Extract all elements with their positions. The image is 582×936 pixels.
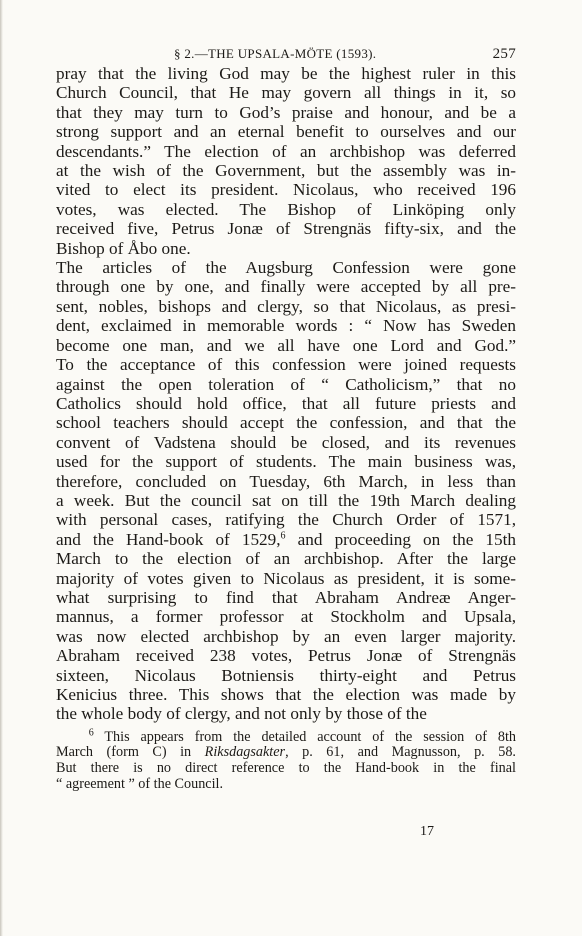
text-line: vited to elect its president. Nicolaus, who received 196 bbox=[56, 180, 516, 200]
text-line: votes, was elected. The Bishop of Linköping only bbox=[56, 199, 516, 219]
paragraph-2 bbox=[56, 258, 516, 724]
text-line: become one man, and we all have one Lord and God.” bbox=[56, 335, 516, 355]
text-line: sent, nobles, bishops and clergy, so that Nicolaus, as presi- bbox=[56, 296, 516, 316]
text-line: against the open toleration of “ Catholicism,” that no bbox=[56, 374, 516, 394]
footnote bbox=[56, 727, 516, 792]
text-line: sixteen, Nicolaus Botniensis thirty-eight and Petrus bbox=[56, 665, 516, 685]
text-line: dent, exclaimed in memorable words : “ Now has Sweden bbox=[56, 316, 516, 336]
body-text bbox=[56, 64, 516, 724]
footnote-line: “ agreement ” of the Council. bbox=[56, 775, 224, 792]
text-line: that they may turn to God’s praise and honour, and be a bbox=[56, 102, 516, 122]
text-line: majority of votes given to Nicolaus as president, it is some- bbox=[56, 568, 516, 588]
text-line: a week. But the council sat on till the 19th March dealing bbox=[56, 490, 516, 510]
text-line: what surprising to find that Abraham Andreæ Anger- bbox=[56, 587, 516, 607]
footnote-marker: 6 bbox=[88, 727, 94, 739]
citation-title: Riksdagsakter bbox=[204, 744, 286, 761]
text-line: with personal cases, ratifying the Church Order of 1571, bbox=[56, 510, 516, 530]
running-head-title: § 2.—THE UPSALA-MÖTE (1593). bbox=[174, 46, 377, 61]
text-line: March to the election of an archbishop. After the large bbox=[56, 549, 516, 569]
text-line: Bishop of Åbo one. bbox=[56, 238, 191, 258]
text-line: To the acceptance of this confession were joined requests bbox=[56, 355, 516, 375]
text-line: therefore, concluded on Tuesday, 6th March, in less than bbox=[56, 471, 516, 491]
text-line: received five, Petrus Jonæ of Strengnäs fifty-six, and the bbox=[56, 219, 516, 239]
text-line: mannus, a former professor at Stockholm and Upsala, bbox=[56, 607, 516, 627]
page-number: 257 bbox=[492, 46, 516, 62]
footnote-ref: 6 bbox=[280, 530, 286, 542]
text-line: the whole body of clergy, and not only by those of the bbox=[56, 704, 427, 724]
text-line: school teachers should accept the confession, and that the bbox=[56, 413, 516, 433]
text-line: Church Council, that He may govern all things in it, so bbox=[56, 83, 516, 103]
paragraph-1 bbox=[56, 64, 516, 258]
footnote-line: $^6$ This appears from the detailed account of the session of 8th bbox=[88, 727, 516, 745]
text-line: Catholics should hold office, that all future priests and bbox=[56, 393, 516, 413]
book-page bbox=[56, 40, 516, 792]
text-line: descendants.” The election of an archbishop was deferred bbox=[56, 141, 516, 161]
text-line: convent of Vadstena should be closed, and its revenues bbox=[56, 432, 516, 452]
text-line: pray that the living God may be the highest ruler in this bbox=[56, 64, 516, 83]
text-line: used for the support of students. The main business was, bbox=[56, 452, 516, 472]
text-line: and the Hand-book of 1529,$^6$ and proceeding on the 15th bbox=[56, 529, 516, 549]
footnote-line: But there is no direct reference to the Hand-book in the final bbox=[56, 760, 516, 776]
page-spine-shadow bbox=[0, 0, 3, 936]
running-head bbox=[56, 40, 516, 64]
text-line: at the wish of the Government, but the assembly was in- bbox=[56, 161, 516, 181]
footnote-line: March (form C) in Riksdagsakter, p. 61, and Magnusson, p. 58. bbox=[56, 744, 516, 761]
text-line: strong support and an eternal benefit to ourselves and our bbox=[56, 122, 516, 142]
text-line: through one by one, and finally were accepted by all pre- bbox=[56, 277, 516, 297]
text-line: Kenicius three. This shows that the election was made by bbox=[56, 685, 516, 704]
text-line: was now elected archbishop by an even larger majority. bbox=[56, 626, 516, 646]
signature-mark: 17 bbox=[420, 824, 434, 839]
text-line: Abraham received 238 votes, Petrus Jonæ of Strengnäs bbox=[56, 646, 516, 666]
text-line: The articles of the Augsburg Confession were gone bbox=[56, 258, 516, 278]
